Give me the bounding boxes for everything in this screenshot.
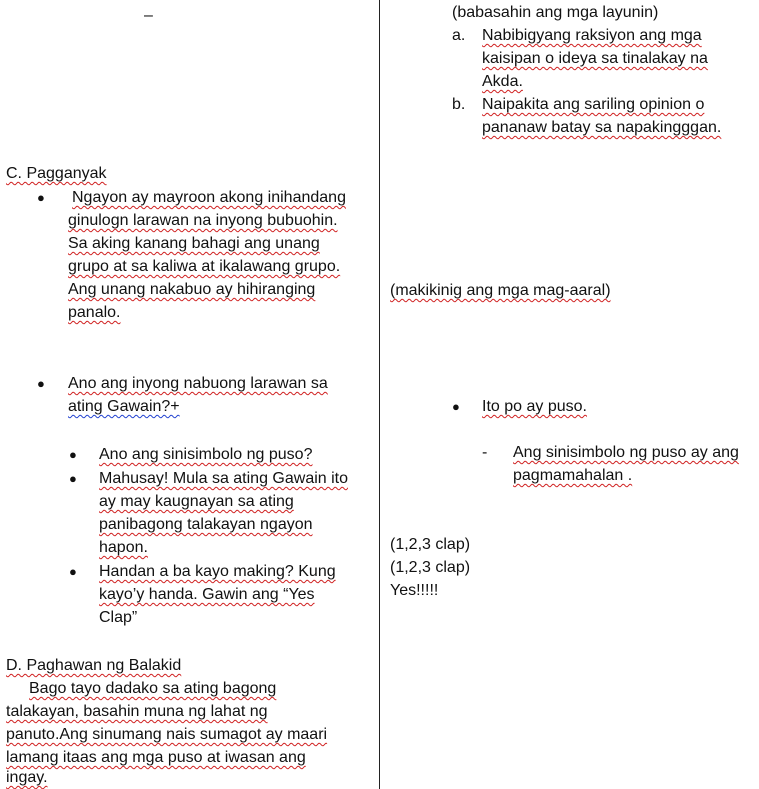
heart-symbol-line: Ang sinisimbolo ng puso ay ang [513, 444, 739, 461]
objectives-intro: (babasahin ang mga layunin) [452, 4, 659, 21]
bullet-icon: ● [37, 376, 45, 391]
unlocking-line: Bago tayo dadako sa ating bagong [29, 680, 277, 697]
objective-a-line: kaisipan o ideya sa tinalakay na [482, 50, 708, 67]
column-divider [379, 0, 380, 789]
ready-line: Handan a ba kayo making? Kung [99, 563, 336, 580]
bullet-icon: ● [69, 564, 77, 579]
objective-a-line: Nabibigyang raksiyon ang mga [482, 27, 702, 44]
motivation-line: Ang unang nakabuo ay hihiranging [68, 281, 316, 298]
bullet-icon: ● [452, 399, 460, 414]
motivation-line: Sa aking kanang bahagi ang unang [68, 235, 320, 252]
praise-line: ay may kaugnayan sa ating [99, 493, 294, 510]
unlocking-line: lamang itaas ang mga puso at iwasan ang [6, 749, 306, 766]
clap-line: (1,2,3 clap) [390, 536, 471, 553]
heart-symbol-line: pagmamahalan . [513, 467, 633, 484]
question-symbol: Ano ang sinisimbolo ng puso? [99, 446, 313, 463]
objective-b-marker: b. [452, 96, 466, 113]
question-image-line: Ano ang inyong nabuong larawan sa [68, 375, 328, 392]
answer-heart: Ito po ay puso. [482, 398, 587, 415]
objective-b-line: pananaw batay sa napakingggan. [482, 119, 722, 136]
ready-line: Clap” [99, 609, 138, 626]
yes-line: Yes!!!!! [390, 582, 439, 599]
section-c-heading: C. Pagganyak [6, 165, 107, 182]
ready-line: kayo’y handa. Gawin ang “Yes [99, 586, 315, 603]
objective-a-marker: a. [452, 27, 466, 44]
clap-line: (1,2,3 clap) [390, 559, 471, 576]
bullet-icon: ● [37, 190, 45, 205]
unlocking-line: ingay. [6, 769, 48, 786]
answer-dash: - [482, 444, 488, 461]
motivation-line: panalo. [68, 304, 121, 321]
praise-line: hapon. [99, 539, 148, 556]
bullet-icon: ● [69, 471, 77, 486]
praise-line: Mahusay! Mula sa ating Gawain ito [99, 470, 349, 487]
unlocking-line: panuto.Ang sinumang nais sumagot ay maari [6, 726, 328, 743]
section-d-heading: D. Paghawan ng Balakid [6, 657, 182, 674]
motivation-line: grupo at sa kaliwa at ikalawang grupo. [68, 258, 341, 275]
top-dash: – [144, 7, 153, 24]
motivation-line: Ngayon ay mayroon akong inihandang [72, 189, 346, 206]
bullet-icon: ● [69, 447, 77, 462]
listen-note: (makikinig ang mga mag-aaral) [390, 282, 611, 299]
objective-b-line: Naipakita ang sariling opinion o [482, 96, 705, 113]
praise-line: panibagong talakayan ngayon [99, 516, 313, 533]
motivation-line: ginulogn larawan na inyong bubuohin. [68, 212, 338, 229]
objective-a-line: Akda. [482, 73, 523, 90]
question-image-line: ating Gawain?+ [68, 398, 180, 415]
unlocking-line: talakayan, basahin muna ng lahat ng [6, 703, 268, 720]
